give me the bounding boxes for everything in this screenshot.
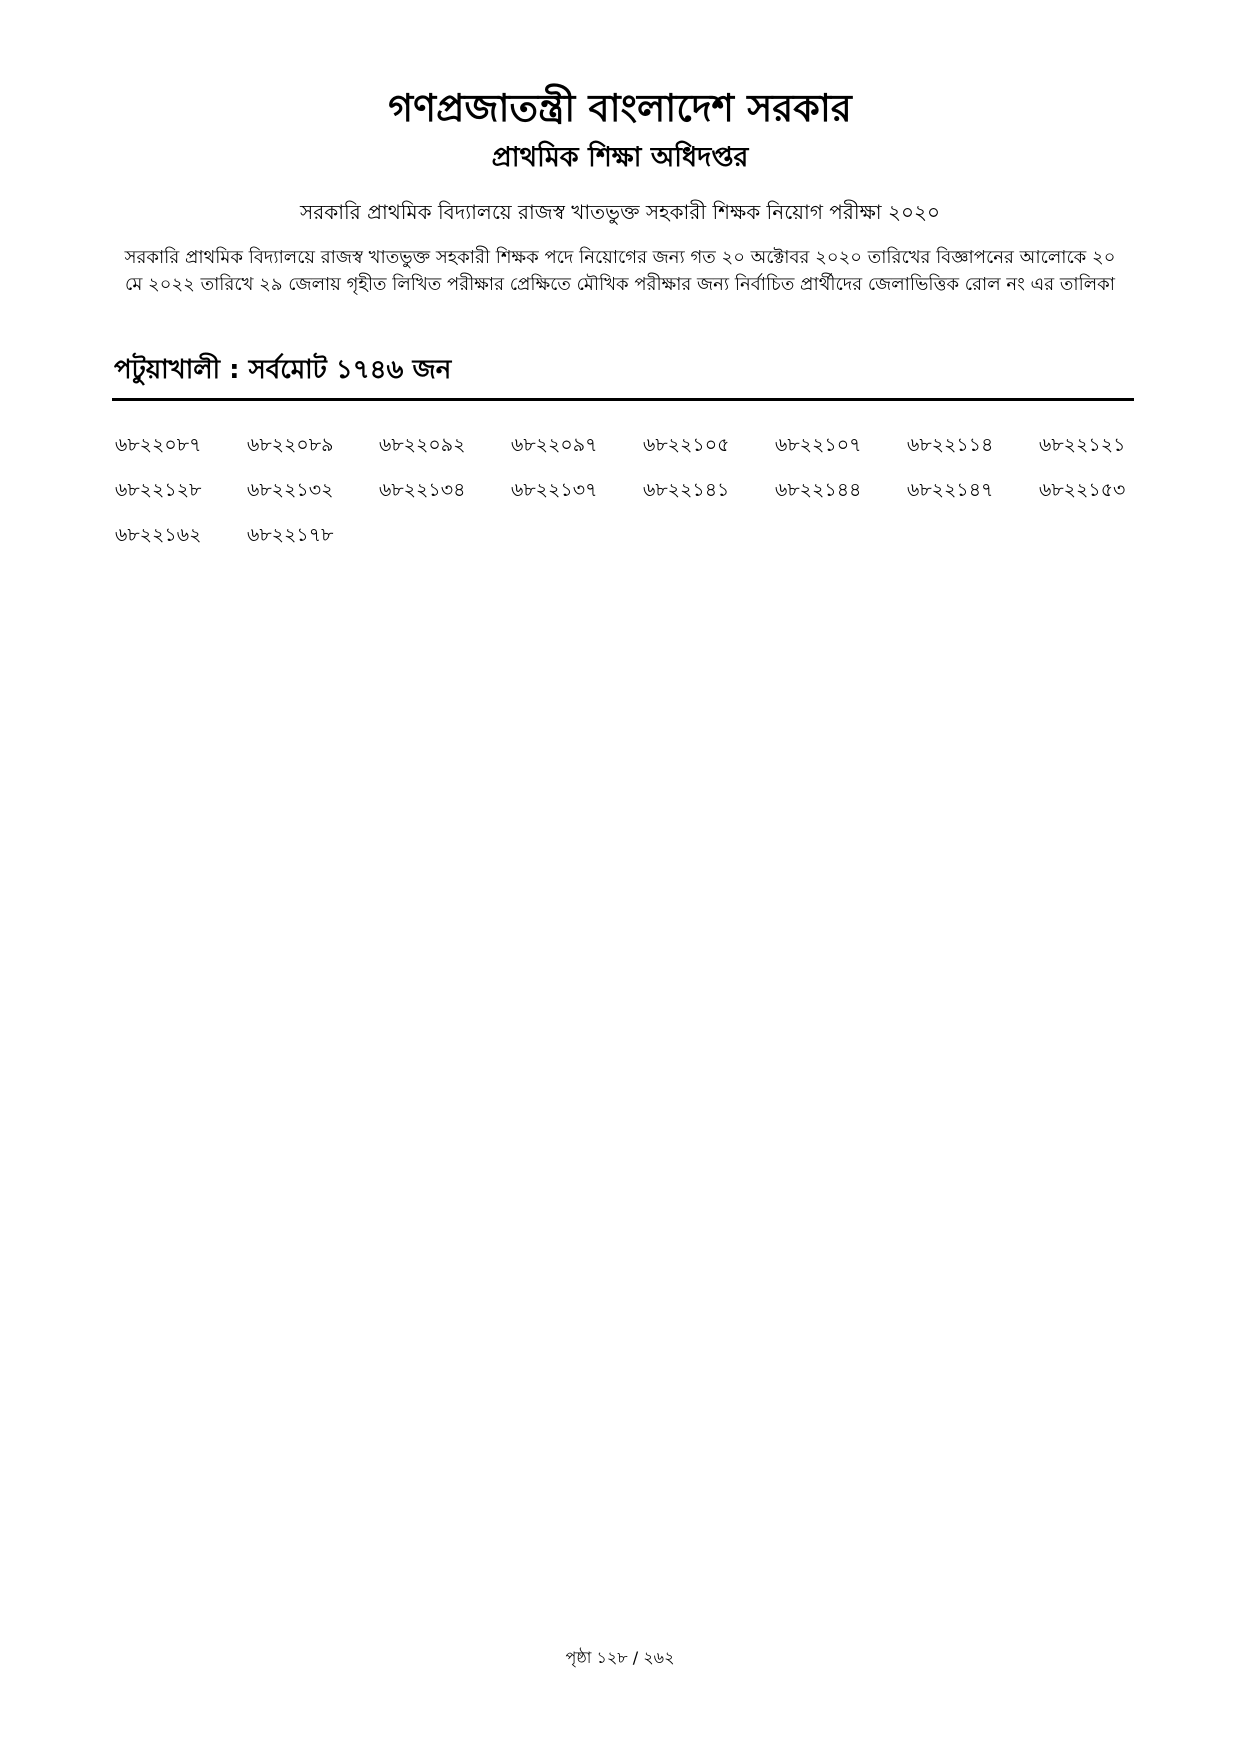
heading-divider xyxy=(112,398,1134,401)
notice-description: সরকারি প্রাথমিক বিদ্যালয়ে রাজস্ব খাতভুক্ত সহকারী শিক্ষক পদে নিয়োগের জন্য গত ২০ অক্টোবর ২০২০ তারিখের বিজ্ঞাপনের আলোকে ২০ মে ২০২২ তারিখে ২৯ জেলায় গৃহীত লিখিত পরীক্ষার প্রেক্ষিতে মৌখিক পরীক্ষার জন্য নির্বাচিত প্রার্থীদের জেলাভিত্তিক রোল নং এর তালিকা xyxy=(124,247,1116,295)
page-number: পৃষ্ঠা ১২৮ / ২৬২ xyxy=(565,1648,675,1667)
district-heading: পটুয়াখালী : সর্বমোট ১৭৪৬ জন xyxy=(114,355,452,385)
roll-number: ৬৮২২১৪৪ xyxy=(775,479,862,501)
roll-number: ৬৮২২১৩৭ xyxy=(511,479,598,501)
roll-number: ৬৮২২১১৪ xyxy=(907,434,994,456)
exam-title: সরকারি প্রাথমিক বিদ্যালয়ে রাজস্ব খাতভুক্ত সহকারী শিক্ষক নিয়োগ পরীক্ষা ২০২০ xyxy=(300,200,940,224)
roll-number: ৬৮২২০৮৭ xyxy=(115,434,202,456)
roll-number: ৬৮২২০৮৯ xyxy=(247,434,334,456)
roll-number: ৬৮২২১০৭ xyxy=(775,434,862,456)
roll-number: ৬৮২২১০৫ xyxy=(643,434,730,456)
roll-number: ৬৮২২১২৮ xyxy=(115,479,202,501)
department-title: প্রাথমিক শিক্ষা অধিদপ্তর xyxy=(491,142,749,173)
government-title: গণপ্রজাতন্ত্রী বাংলাদেশ সরকার xyxy=(388,86,852,130)
roll-number: ৬৮২২১৩৪ xyxy=(379,479,466,501)
roll-number-list xyxy=(115,428,1139,563)
roll-number: ৬৮২২০৯২ xyxy=(379,434,466,456)
roll-number: ৬৮২২১৩২ xyxy=(247,479,334,501)
roll-number: ৬৮২২১৫৩ xyxy=(1039,479,1126,501)
roll-number: ৬৮২২০৯৭ xyxy=(511,434,598,456)
roll-number: ৬৮২২১৬২ xyxy=(115,524,202,546)
roll-number: ৬৮২২১৭৮ xyxy=(247,524,334,546)
roll-number: ৬৮২২১২১ xyxy=(1039,434,1126,456)
roll-number: ৬৮২২১৪৭ xyxy=(907,479,994,501)
roll-number: ৬৮২২১৪১ xyxy=(643,479,730,501)
